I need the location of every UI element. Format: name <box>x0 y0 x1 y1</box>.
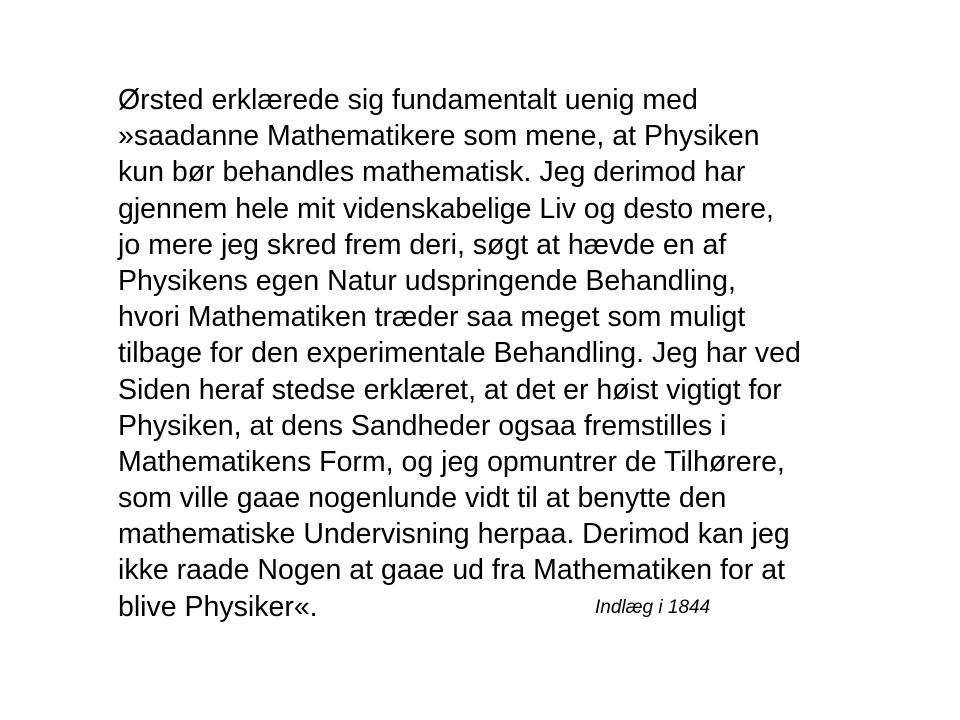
quote-line: Siden heraf stedse erklæret, at det er høist vigtigt for <box>118 373 782 406</box>
quote-line: »saadanne Mathematikere som mene, at Physiken <box>118 120 760 153</box>
quote-line: gjennem hele mit videnskabelige Liv og desto mere, <box>118 192 774 225</box>
quote-line: mathematiske Undervisning herpaa. Derimod kan jeg <box>118 518 790 551</box>
quote-line: tilbage for den experimentale Behandling. Jeg har ved <box>118 337 801 370</box>
quote-line: Ørsted erklærede sig fundamentalt uenig med <box>118 84 698 116</box>
quote-line: ikke raade Nogen at gaae ud fra Mathematiken for at <box>118 554 785 587</box>
quote-line: Physiken, at dens Sandheder ogsaa fremstilles i <box>118 409 727 442</box>
quote-line: jo mere jeg skred frem deri, søgt at hævde en af <box>118 228 727 261</box>
quote-text <box>118 82 918 625</box>
quote-line: hvori Mathematiken træder saa meget som muligt <box>118 301 746 334</box>
quote-line: blive Physiker«. <box>118 590 318 623</box>
quote-line: Physikens egen Natur udspringende Behandling, <box>118 264 736 297</box>
quote-last-line <box>118 589 918 625</box>
attribution: Indlæg i 1844 <box>595 596 711 618</box>
quote-line: Mathematikens Form, og jeg opmuntrer de Tilhørere, <box>118 445 785 478</box>
quote-line: kun bør behandles mathematisk. Jeg derimod har <box>118 156 746 189</box>
quote-line: som ville gaae nogenlunde vidt til at benytte den <box>118 482 727 515</box>
